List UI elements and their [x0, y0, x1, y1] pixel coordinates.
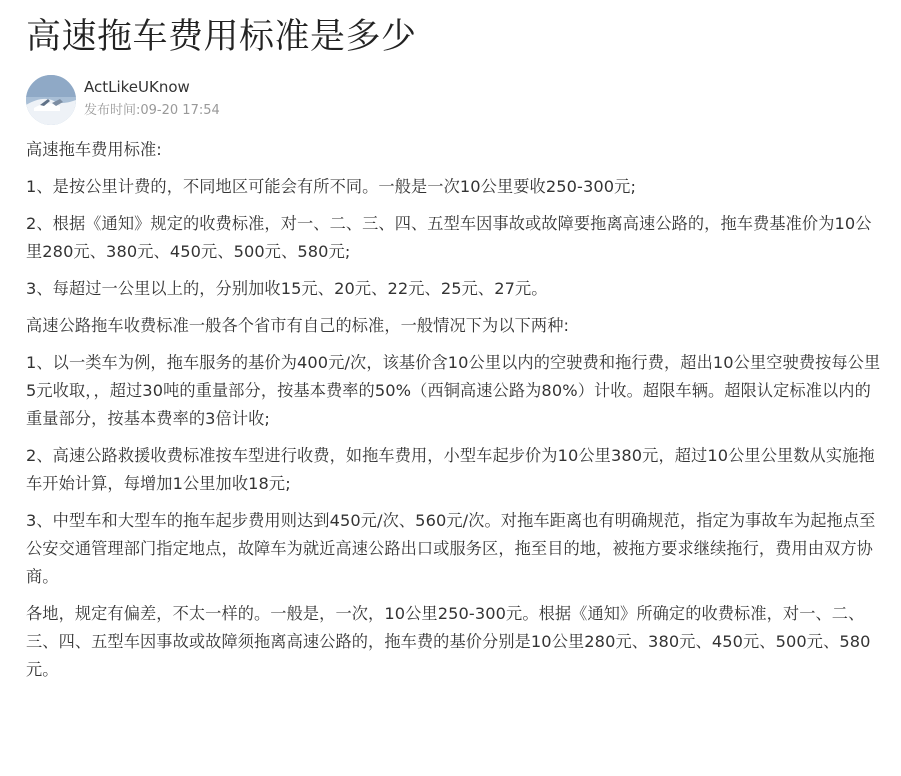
paragraph: 2、根据《通知》规定的收费标准，对一、二、三、四、五型车因事故或故障要拖离高速公路的，拖车费基准价为10公里280元、380元、450元、500元、580元; [26, 214, 872, 261]
paragraph: 3、每超过一公里以上的，分别加收15元、20元、22元、25元、27元。 [26, 279, 548, 298]
author-bar [26, 75, 887, 125]
paragraph: 高速拖车费用标准: [26, 140, 162, 159]
paragraph: 各地，规定有偏差，不太一样的。一般是，一次，10公里250-300元。根据《通知》所确定的收费标准，对一、二、三、四、五型车因事故或故障须拖离高速公路的，拖车费的基价分别是10公里280元、380元、450元、500元、580元。 [26, 604, 871, 679]
publish-info [84, 101, 220, 121]
paragraph: 1、是按公里计费的，不同地区可能会有所不同。一般是一次10公里要收250-300元; [26, 177, 636, 196]
avatar-image [26, 75, 76, 125]
avatar-icon[interactable] [26, 75, 76, 125]
article-title: 高速拖车费用标准是多少 [26, 17, 417, 57]
paragraph: 3、中型车和大型车的拖车起步费用则达到450元/次、560元/次。对拖车距离也有明确规范，指定为事故车为起拖点至公安交通管理部门指定地点，故障车为就近高速公路出口或服务区，拖至目的地，被拖方要求继续拖行，费用由双方协商。 [26, 511, 876, 586]
publish-label: 发布时间: [84, 103, 141, 118]
author-name[interactable]: ActLikeUKnow [84, 78, 190, 96]
paragraph: 高速公路拖车收费标准一般各个省市有自己的标准，一般情况下为以下两种: [26, 316, 570, 335]
paragraph: 1、以一类车为例，拖车服务的基价为400元/次，该基价含10公里以内的空驶费和拖行费，超出10公里空驶费按每公里5元收取，，超过30吨的重量部分，按基本费率的50%（西铜高速公路为80%）计收。超限车辆。超限认定标准以内的重量部分，按基本费率的3倍计收; [26, 353, 881, 428]
article-content [26, 136, 887, 684]
paragraph: 2、高速公路救援收费标准按车型进行收费，如拖车费用，小型车起步价为10公里380元，超过10公里公里数从实施拖车开始计算，每增加1公里加收18元; [26, 446, 875, 493]
publish-time: 09-20 17:54 [140, 103, 220, 118]
